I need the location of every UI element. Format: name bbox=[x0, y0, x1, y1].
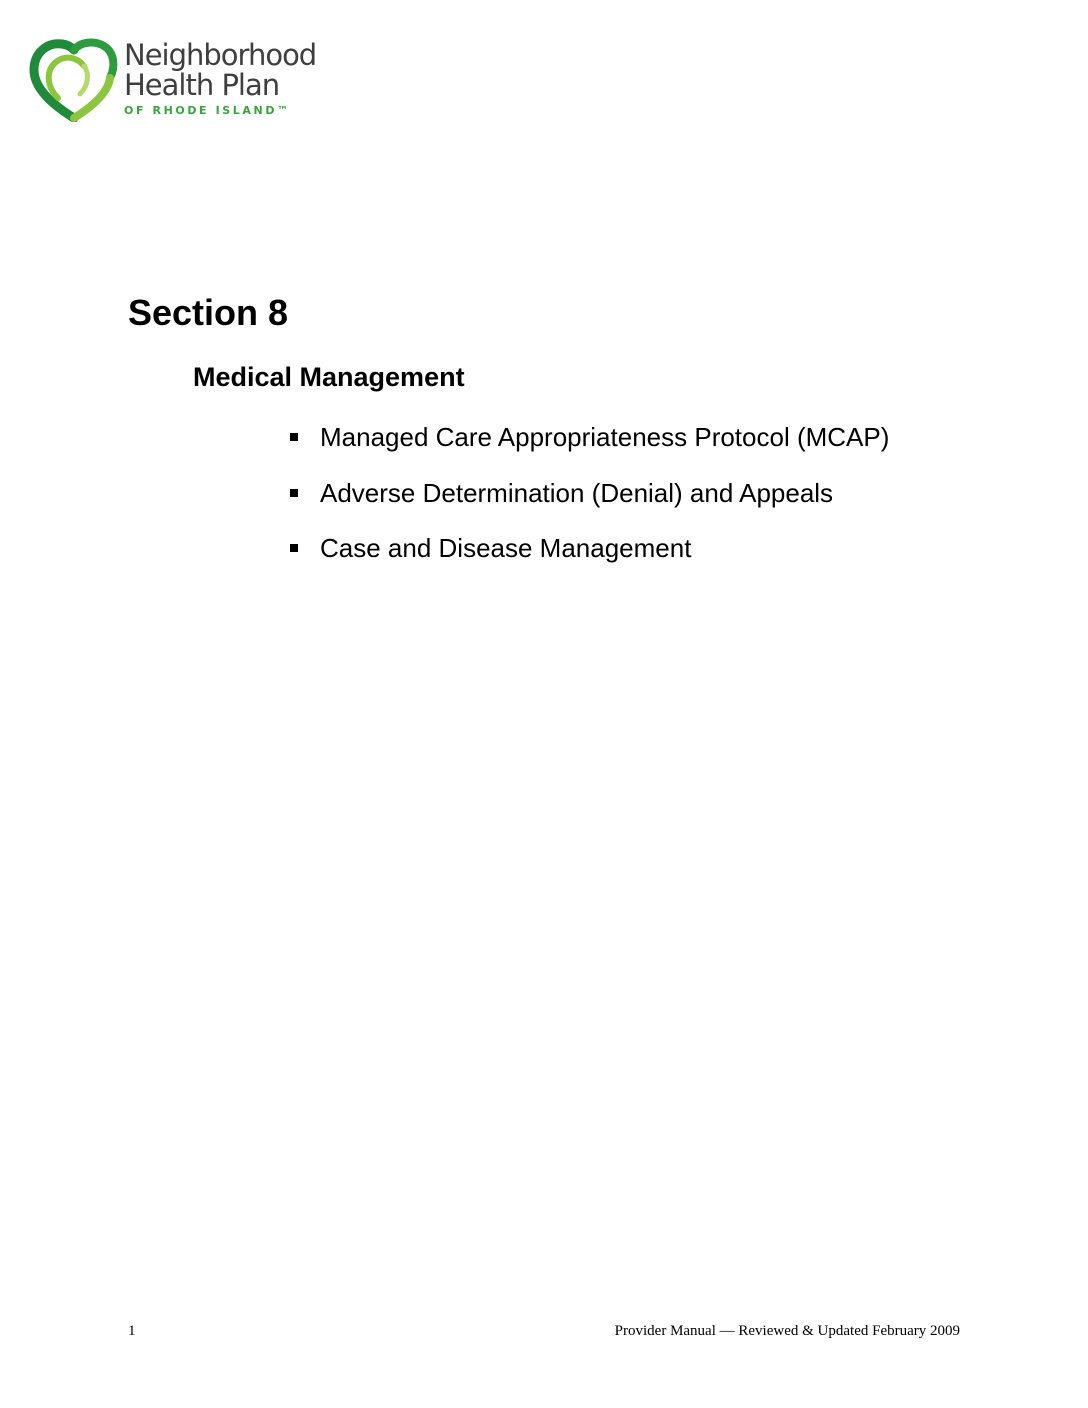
topic-list bbox=[290, 420, 889, 587]
heart-swirl-logo-icon bbox=[28, 36, 120, 122]
list-item bbox=[290, 420, 889, 476]
footer-text: Provider Manual — Reviewed & Updated February 2009 bbox=[614, 1323, 960, 1339]
list-item bbox=[290, 476, 889, 532]
logo-wordmark bbox=[124, 40, 316, 117]
logo-line-1: Neighborhood bbox=[124, 38, 317, 72]
topic-label: Adverse Determination (Denial) and Appeals bbox=[320, 477, 834, 508]
logo-line-2: Health Plan bbox=[124, 68, 280, 102]
square-bullet-icon bbox=[290, 433, 298, 441]
page-number: 1 bbox=[128, 1323, 136, 1339]
logo-tagline: OF RHODE ISLAND™ bbox=[124, 104, 291, 117]
topic-label: Case and Disease Management bbox=[320, 533, 692, 563]
topic-label: Managed Care Appropriateness Protocol (MCAP) bbox=[320, 422, 890, 452]
list-item bbox=[290, 531, 889, 587]
square-bullet-icon bbox=[290, 544, 298, 552]
section-subtitle: Medical Management bbox=[193, 362, 465, 392]
brand-logo bbox=[28, 36, 338, 126]
section-title: Section 8 bbox=[128, 292, 289, 333]
square-bullet-icon bbox=[290, 489, 298, 497]
